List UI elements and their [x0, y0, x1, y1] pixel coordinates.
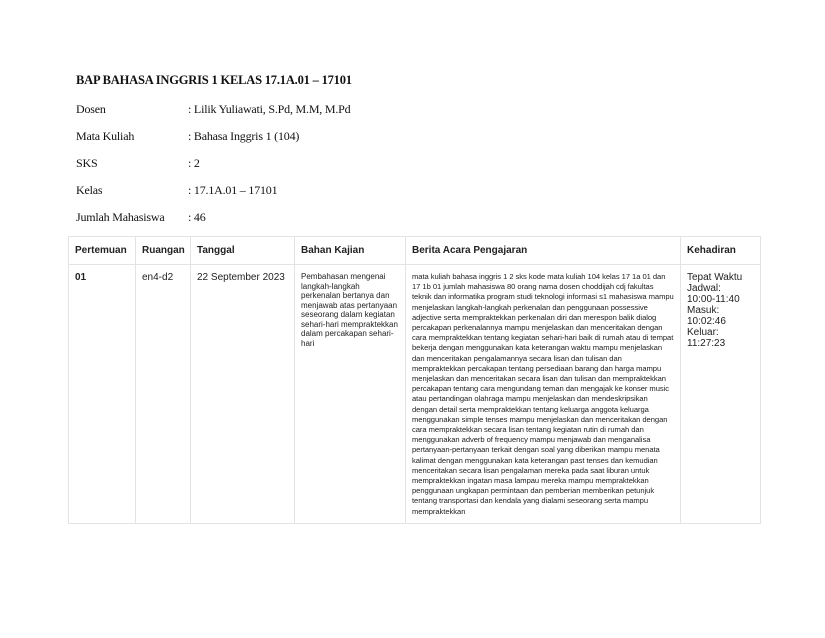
cell-pertemuan: 01	[69, 265, 136, 524]
info-row-kelas	[76, 183, 476, 201]
kehadiran-masuk-label: Masuk:	[687, 305, 720, 316]
header-bahan-kajian: Bahan Kajian	[295, 237, 406, 265]
cell-tanggal: 22 September 2023	[191, 265, 295, 524]
kehadiran-masuk-value: 10:02:46	[687, 316, 726, 327]
info-value: : Lilik Yuliawati, S.Pd, M.M, M.Pd	[188, 102, 351, 116]
info-value: : 46	[188, 210, 206, 224]
cell-berita-acara: mata kuliah bahasa inggris 1 2 sks kode mata kuliah 104 kelas 17 1a 01 dan 17 1b 01 jumlah mahasiswa 80 orang nama dosen choddijah cdj fakultas teknik dan informatika program studi teknologi informasi s1 mahasiswa mampu menjelaskan langkah-langkah perkenalan dan penggunaan possessive adjective serta mempraktekkan perkenalan diri dan merespon balik dialog percakapan perkenalannya mampu menjelaskan dan menceritakan dengan cara mempraktekkan tentang kegiatan sehari-hari baik di rumah atau di tempat bekerja dengan menggunakan kata keterangan waktu mampu menjelaskan dan menceritakan pengalamannya secara lisan dan tulisan dan mempraktekkan percakapan tentang persediaan barang dan harga mampu menjelaskan dan menceritakan secara lisan dan tulisan dan mempraktekkan percakapan tentang cara mengundang teman dan mengajak ke konser music atau pertandingan olahraga mampu menjelaskan dan mendeskripsikan dengan detail serta mempraktekkan tentang keluarga anggota keluarga menggunakan simple tenses mampu menjelaskan dan menceritakan dengan cara mempraktekkan secara lisan tentang kegiatan rutin di rumah dan menggunakan adverb of frequency mampu menjawab dan menganalisa pertanyaan-pertanyaan terkait dengan soal yang diberikan mampu menata kalimat dengan menggunakan kata keterangan past tenses dan kemudian menceritakan secara lisan pengalaman mereka pada saat liburan untuk mempraktekkan ingatan masa lampau mereka mampu mempraktekkan penggunaan ungkapan permintaan dan pemberian memberikan petunjuk tentang transportasi dan kendala yang dialami seseorang serta mampu mempraktekkan	[406, 265, 681, 524]
info-value: : 2	[188, 156, 200, 170]
cell-bahan-kajian: Pembahasan mengenai langkah-langkah perkenalan bertanya dan menjawab atas pertanyaan seseorang dalam kegiatan sehari-hari mempraktekkan dalam percakapan sehari-hari	[295, 265, 406, 524]
info-value: : 17.1A.01 – 17101	[188, 183, 278, 197]
info-label: Mata Kuliah	[76, 129, 135, 143]
header-pertemuan: Pertemuan	[69, 237, 136, 265]
header-berita-acara: Berita Acara Pengajaran	[406, 237, 681, 265]
table-header-row	[69, 237, 761, 265]
table-row	[69, 265, 761, 524]
info-row-mata-kuliah	[76, 129, 476, 147]
info-row-sks	[76, 156, 476, 174]
header-ruangan: Ruangan	[136, 237, 191, 265]
info-label: Dosen	[76, 102, 106, 116]
cell-kehadiran	[681, 265, 761, 524]
info-label: Jumlah Mahasiswa	[76, 210, 165, 224]
info-row-dosen	[76, 102, 476, 120]
header-kehadiran: Kehadiran	[681, 237, 761, 265]
info-value: : Bahasa Inggris 1 (104)	[188, 129, 300, 143]
kehadiran-status: Tepat Waktu	[687, 272, 743, 283]
cell-ruangan: en4-d2	[136, 265, 191, 524]
info-label: SKS	[76, 156, 98, 170]
info-label: Kelas	[76, 183, 103, 197]
page-title: BAP BAHASA INGGRIS 1 KELAS 17.1A.01 – 17101	[76, 73, 352, 87]
kehadiran-keluar-value: 11:27:23	[687, 338, 726, 349]
header-tanggal: Tanggal	[191, 237, 295, 265]
info-row-jumlah-mahasiswa	[76, 210, 476, 228]
kehadiran-jadwal-label: Jadwal:	[687, 283, 721, 294]
bap-table	[68, 236, 761, 524]
kehadiran-keluar-label: Keluar:	[687, 327, 719, 338]
kehadiran-jadwal-value: 10:00-11:40	[687, 294, 740, 305]
